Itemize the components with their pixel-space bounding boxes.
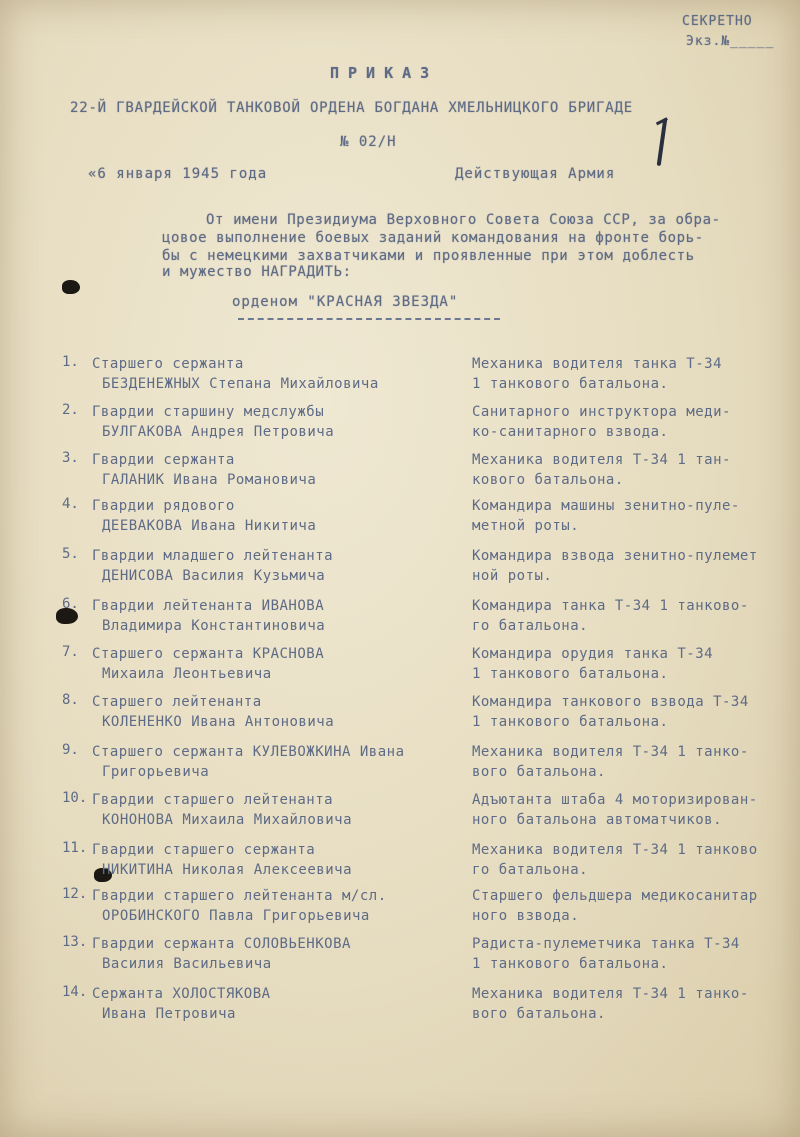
awardee-position-line-2: кового батальона. (472, 472, 624, 488)
awardee-name (92, 886, 482, 926)
awardee-name (92, 644, 482, 684)
awardee-rank: Гвардии старшего сержанта (92, 842, 316, 858)
awardee-position (472, 886, 800, 926)
awardee-position-line-2: вого батальона. (472, 764, 606, 780)
awardee-rank: Гвардии старшего лейтенанта (92, 792, 334, 808)
awardee-row (62, 354, 792, 398)
awardee-full-name: ГАЛАНИК Ивана Романовича (102, 472, 317, 488)
awardee-position-line-2: ко-санитарного взвода. (472, 424, 669, 440)
award-underline (238, 318, 500, 320)
awardee-position (472, 934, 800, 974)
awardee-position-line-1: Санитарного инструктора меди- (472, 404, 731, 420)
awardee-full-name: Владимира Константиновича (102, 618, 326, 634)
awardee-position (472, 742, 800, 782)
awardee-position (472, 692, 800, 732)
awardee-row (62, 546, 792, 590)
awardee-position-line-2: ного взвода. (472, 908, 580, 924)
preamble-line-1: От имени Президиума Верховного Совета Союза ССР, за обра- (206, 212, 721, 228)
preamble-line-3: бы с немецкими захватчиками и проявленные при этом доблесть (162, 248, 695, 264)
awardee-full-name: БЕЗДЕНЕЖНЫХ Степана Михайловича (102, 376, 379, 392)
awardee-rank: Гвардии рядового (92, 498, 235, 514)
awardee-number: 12. (62, 886, 88, 902)
awardee-rank: Старшего сержанта КРАСНОВА (92, 646, 325, 662)
awardee-position (472, 546, 800, 586)
document-title: ПРИКАЗ (330, 64, 439, 82)
awardee-position-line-1: Механика водителя танка Т-34 (472, 356, 723, 372)
awardee-row (62, 742, 792, 786)
awardee-number: 13. (62, 934, 88, 950)
awardee-row (62, 934, 792, 978)
awardee-position-line-1: Механика водителя Т-34 1 танко- (472, 986, 749, 1002)
awardee-rank: Старшего сержанта КУЛЕВОЖКИНА Ивана (92, 744, 405, 760)
awardee-row (62, 496, 792, 540)
document-subtitle: 22-Й ГВАРДЕЙСКОЙ ТАНКОВОЙ ОРДЕНА БОГДАНА ХМЕЛЬНИЦКОГО БРИГАДЕ (70, 100, 633, 116)
awardee-position-line-1: Механика водителя Т-34 1 танко- (472, 744, 749, 760)
awardee-position-line-2: го батальона. (472, 862, 589, 878)
awardee-full-name: БУЛГАКОВА Андрея Петровича (102, 424, 335, 440)
awardee-position-line-2: вого батальона. (472, 1006, 606, 1022)
awardee-row (62, 402, 792, 446)
awardee-full-name: Григорьевича (102, 764, 210, 780)
awardee-position (472, 596, 800, 636)
awardee-position-line-1: Командира танка Т-34 1 танково- (472, 598, 749, 614)
awardee-position (472, 402, 800, 442)
awardee-number: 10. (62, 790, 88, 806)
awardee-rank: Гвардии сержанта СОЛОВЬЕНКОВА (92, 936, 351, 952)
awardee-row (62, 692, 792, 736)
awardee-number: 5. (62, 546, 79, 562)
awardee-number: 8. (62, 692, 79, 708)
awardee-rank: Гвардии сержанта (92, 452, 235, 468)
order-number: № 02/Н (340, 134, 397, 150)
awardee-full-name: КОЛЕНЕНКО Ивана Антоновича (102, 714, 335, 730)
awardee-name (92, 742, 482, 782)
preamble-line-2: цовое выполнение боевых заданий командования на фронте борь- (162, 230, 704, 246)
awardee-full-name: ДЕНИСОВА Василия Кузьмича (102, 568, 326, 584)
order-place: Действующая Армия (455, 166, 616, 182)
awardee-row (62, 886, 792, 930)
awardee-number: 1. (62, 354, 79, 370)
awardee-rank: Старшего лейтенанта (92, 694, 262, 710)
awardee-position (472, 450, 800, 490)
awardee-rank: Гвардии младшего лейтенанта (92, 548, 334, 564)
awardee-row (62, 984, 792, 1028)
awardee-name (92, 840, 482, 880)
awardee-number: 14. (62, 984, 88, 1000)
preamble-line-4: и мужество НАГРАДИТЬ: (162, 264, 352, 280)
awardee-position-line-2: го батальона. (472, 618, 589, 634)
awardee-rank: Старшего сержанта (92, 356, 244, 372)
awardee-name (92, 984, 482, 1024)
awardee-full-name: Василия Васильевича (102, 956, 272, 972)
awardee-name (92, 596, 482, 636)
awardee-row (62, 790, 792, 834)
awardee-name (92, 354, 482, 394)
awardee-position-line-2: 1 танкового батальона. (472, 956, 669, 972)
awardee-name (92, 496, 482, 536)
awardee-full-name: ОРОБИНСКОГО Павла Григорьевича (102, 908, 370, 924)
awardee-position-line-2: ного батальона автоматчиков. (472, 812, 723, 828)
awardee-rank: Гвардии старшину медслужбы (92, 404, 325, 420)
awardee-name (92, 790, 482, 830)
awardee-rank: Гвардии старшего лейтенанта м/сл. (92, 888, 387, 904)
awardee-full-name: Ивана Петровича (102, 1006, 236, 1022)
awardee-rank: Сержанта ХОЛОСТЯКОВА (92, 986, 271, 1002)
awardee-position-line-2: ной роты. (472, 568, 553, 584)
awardee-rank: Гвардии лейтенанта ИВАНОВА (92, 598, 325, 614)
awardee-row (62, 450, 792, 494)
awardee-position-line-1: Механика водителя Т-34 1 тан- (472, 452, 731, 468)
awardee-number: 9. (62, 742, 79, 758)
awardee-full-name: НИКИТИНА Николая Алексеевича (102, 862, 353, 878)
awardee-full-name: Михаила Леонтьевича (102, 666, 272, 682)
awardee-full-name: КОНОНОВА Михаила Михайловича (102, 812, 353, 828)
awardee-position-line-1: Радиста-пулеметчика танка Т-34 (472, 936, 740, 952)
awardee-row (62, 840, 792, 884)
awardee-position-line-1: Командира орудия танка Т-34 (472, 646, 714, 662)
awardee-position (472, 840, 800, 880)
awardee-position (472, 984, 800, 1024)
awardee-position-line-2: 1 танкового батальона. (472, 666, 669, 682)
awardee-number: 3. (62, 450, 79, 466)
awardee-position (472, 644, 800, 684)
awardee-position (472, 354, 800, 394)
awardee-name (92, 546, 482, 586)
awardee-row (62, 644, 792, 688)
awardee-position-line-1: Командира танкового взвода Т-34 (472, 694, 749, 710)
awardee-position (472, 790, 800, 830)
awardee-position-line-1: Командира взвода зенитно-пулемет (472, 548, 758, 564)
awardee-number: 2. (62, 402, 79, 418)
awardee-number: 7. (62, 644, 79, 660)
awardee-position-line-1: Адъютанта штаба 4 моторизирован- (472, 792, 758, 808)
handwritten-mark (657, 118, 668, 166)
awardee-position-line-1: Командира машины зенитно-пуле- (472, 498, 740, 514)
order-date: «6 января 1945 года (88, 166, 268, 182)
awardee-full-name: ДЕЕВАКОВА Ивана Никитича (102, 518, 317, 534)
awardee-position-line-2: 1 танкового батальона. (472, 376, 669, 392)
awardee-row (62, 596, 792, 640)
awardee-position-line-2: метной роты. (472, 518, 580, 534)
award-name: орденом "КРАСНАЯ ЗВЕЗДА" (232, 294, 459, 310)
awardee-number: 6. (62, 596, 79, 612)
awardee-number: 11. (62, 840, 88, 856)
awardee-name (92, 402, 482, 442)
awardee-name (92, 692, 482, 732)
awardee-position-line-2: 1 танкового батальона. (472, 714, 669, 730)
copy-number: Экз.№_____ (686, 34, 775, 49)
awardee-number: 4. (62, 496, 79, 512)
secret-stamp: СЕКРЕТНО (682, 14, 753, 29)
awardee-position (472, 496, 800, 536)
punch-hole (62, 280, 80, 294)
awardee-name (92, 934, 482, 974)
awardee-position-line-1: Механика водителя Т-34 1 танково (472, 842, 758, 858)
awardee-name (92, 450, 482, 490)
awardee-position-line-1: Старшего фельдшера медикосанитар (472, 888, 758, 904)
